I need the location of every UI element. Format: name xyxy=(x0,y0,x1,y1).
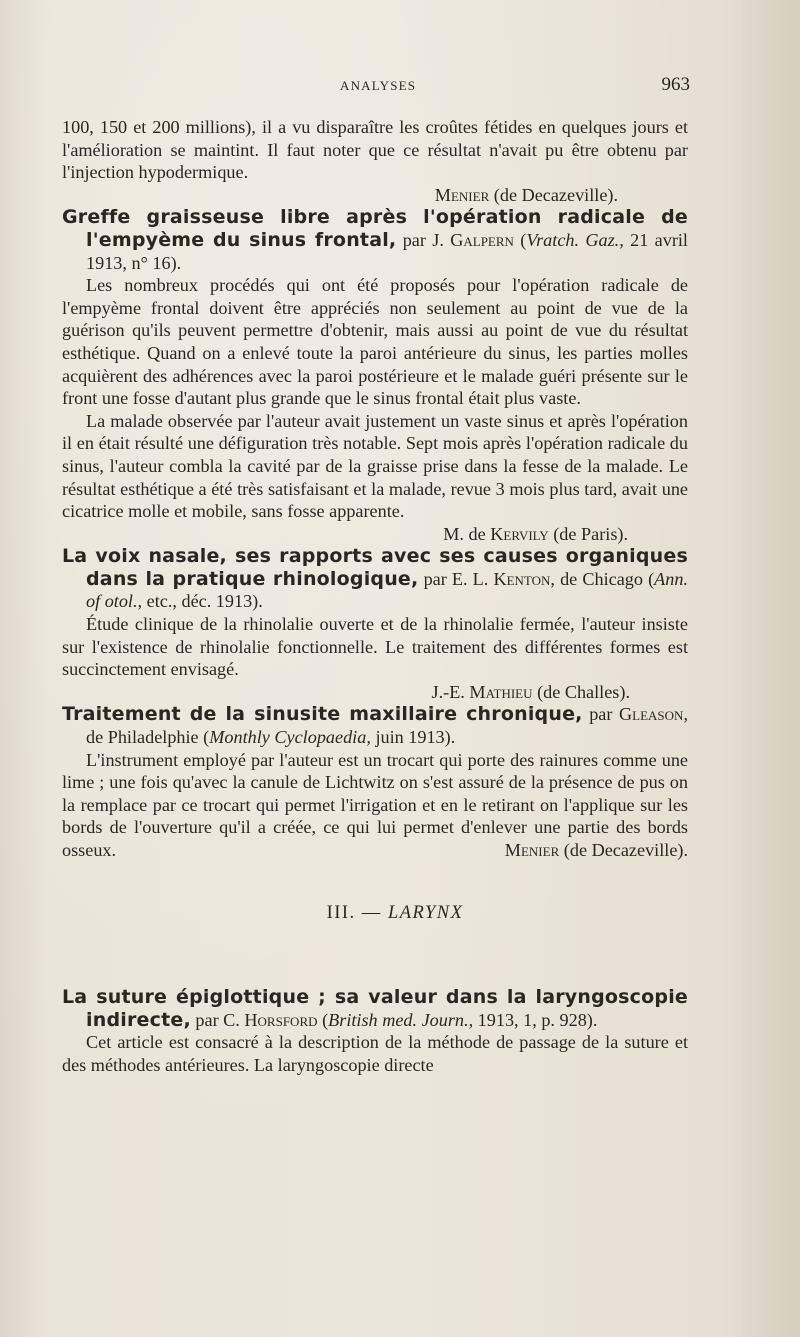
article-by: par J. xyxy=(402,229,444,250)
signature-name: Mathieu xyxy=(469,681,533,702)
signature-place: (de Decazeville). xyxy=(493,184,618,205)
article-by: par C. xyxy=(195,1009,240,1030)
article-title: Traitement de la sinusite maxillaire chronique, xyxy=(62,703,583,726)
journal-name: Ann. of otol., xyxy=(86,568,688,612)
signature-place: (de Paris). xyxy=(553,523,628,544)
paragraph-text: L'instrument employé par l'auteur est un trocart qui porte des rainures comme une lime ; une fois qu'avec la canule de Lichtwitz on s'est assuré de la présence de pus on la remplace par ce trocart qui permet l'irrigation et en le retirant on l'applique sur les bords de l'ouverture qu'il a créée, ce qui lui permet d'enlever une partie des bords osseux. xyxy=(62,749,688,860)
signature-place: (de Decazeville). xyxy=(563,840,688,860)
body-text xyxy=(62,116,688,1077)
journal-name: British med. Journ., xyxy=(328,1009,474,1030)
article-by: par xyxy=(589,704,613,725)
article-author: Galpern xyxy=(450,229,514,250)
journal-name: Vratch. Gaz., xyxy=(526,229,624,250)
signature-name: Menier xyxy=(434,184,490,205)
journal-name: Monthly Cyclopaedia, xyxy=(209,727,371,748)
article-author: Gleason, xyxy=(619,704,688,725)
article-by: par E. L. xyxy=(423,568,489,589)
article-origin: de Chicago ( xyxy=(560,568,655,589)
article-title: La voix nasale, ses rapports avec ses causes organiques dans la pratique rhinologique, xyxy=(62,545,688,590)
article-origin: de Philadelphie ( xyxy=(86,727,210,748)
signature xyxy=(62,184,688,207)
article-heading xyxy=(62,986,688,1031)
paragraph: Cet article est consacré à la description de la méthode de passage de la suture et des méthodes antérieures. La laryngoscopie directe xyxy=(62,1032,688,1075)
signature xyxy=(62,523,688,546)
signature-prefix: J.-E. xyxy=(431,681,465,702)
page-number: 963 xyxy=(661,74,690,95)
section-heading xyxy=(62,902,688,925)
paragraph: Les nombreux procédés qui ont été proposés pour l'opération radicale de l'empyème frontal doivent être appréciés non seulement au point de vue de la guérison qu'ils peuvent permettre d'obtenir, mais aussi au point de vue du résultat esthétique. Quand on a enlevé toute la paroi antérieure du sinus, les parties molles acquièrent des adhérences avec la paroi postérieure et le malade guéri présente sur le front une fosse d'autant plus grande que le sinus frontal était plus vaste. xyxy=(62,275,688,409)
article-heading xyxy=(62,545,688,613)
citation: juin 1913). xyxy=(375,727,456,748)
paragraph xyxy=(62,749,688,862)
section-title: LARYNX xyxy=(387,902,464,923)
article-author: Horsford xyxy=(244,1009,318,1030)
citation: 21 avril 1913, n° 16). xyxy=(86,229,688,273)
article-title: Greffe graisseuse libre après l'opération radicale de l'empyème du sinus frontal, xyxy=(62,206,688,251)
signature-name: Menier xyxy=(504,840,560,860)
open-paren: ( xyxy=(520,229,527,250)
signature-name: Kervily xyxy=(490,523,549,544)
section-number: III. — xyxy=(326,902,382,923)
open-paren: ( xyxy=(322,1009,329,1030)
citation: etc., déc. 1913). xyxy=(146,591,263,612)
running-head-title: ANALYSES xyxy=(340,78,417,93)
signature-prefix: M. de xyxy=(443,523,486,544)
signature xyxy=(481,839,688,862)
article-heading xyxy=(62,703,688,748)
citation: 1913, 1, p. 928). xyxy=(477,1009,598,1030)
article-author: Kenton, xyxy=(493,568,555,589)
signature-place: (de Challes). xyxy=(537,681,630,702)
paragraph: Étude clinique de la rhinolalie ouverte et de la rhinolalie fermée, l'auteur insiste sur l'existence de rhinolalie fonctionnelle. Le traitement des différentes formes est succinctement envisagé. xyxy=(62,614,688,680)
paragraph: La malade observée par l'auteur avait justement un vaste sinus et après l'opération il en était résulté une défiguration très notable. Sept mois après l'opération radicale du sinus, l'auteur combla la cavité par de la graisse prise dans la fesse de la malade. Le résultat esthétique a été très satisfaisant et la malade, revue 3 mois plus tard, avait une cicatrice molle et mobile, sans fosse apparente. xyxy=(62,410,688,522)
article-title: La suture épiglottique ; sa valeur dans la laryngoscopie indirecte, xyxy=(62,986,688,1031)
continued-paragraph: 100, 150 et 200 millions), il a vu disparaître les croûtes fétides en quelques jours et l'amélioration se maintint. Il faut noter que ce résultat n'avait pu être obtenu par l'injection hypodermique. xyxy=(62,117,688,183)
signature xyxy=(62,681,688,704)
running-head xyxy=(62,76,690,98)
article-heading xyxy=(62,206,688,274)
